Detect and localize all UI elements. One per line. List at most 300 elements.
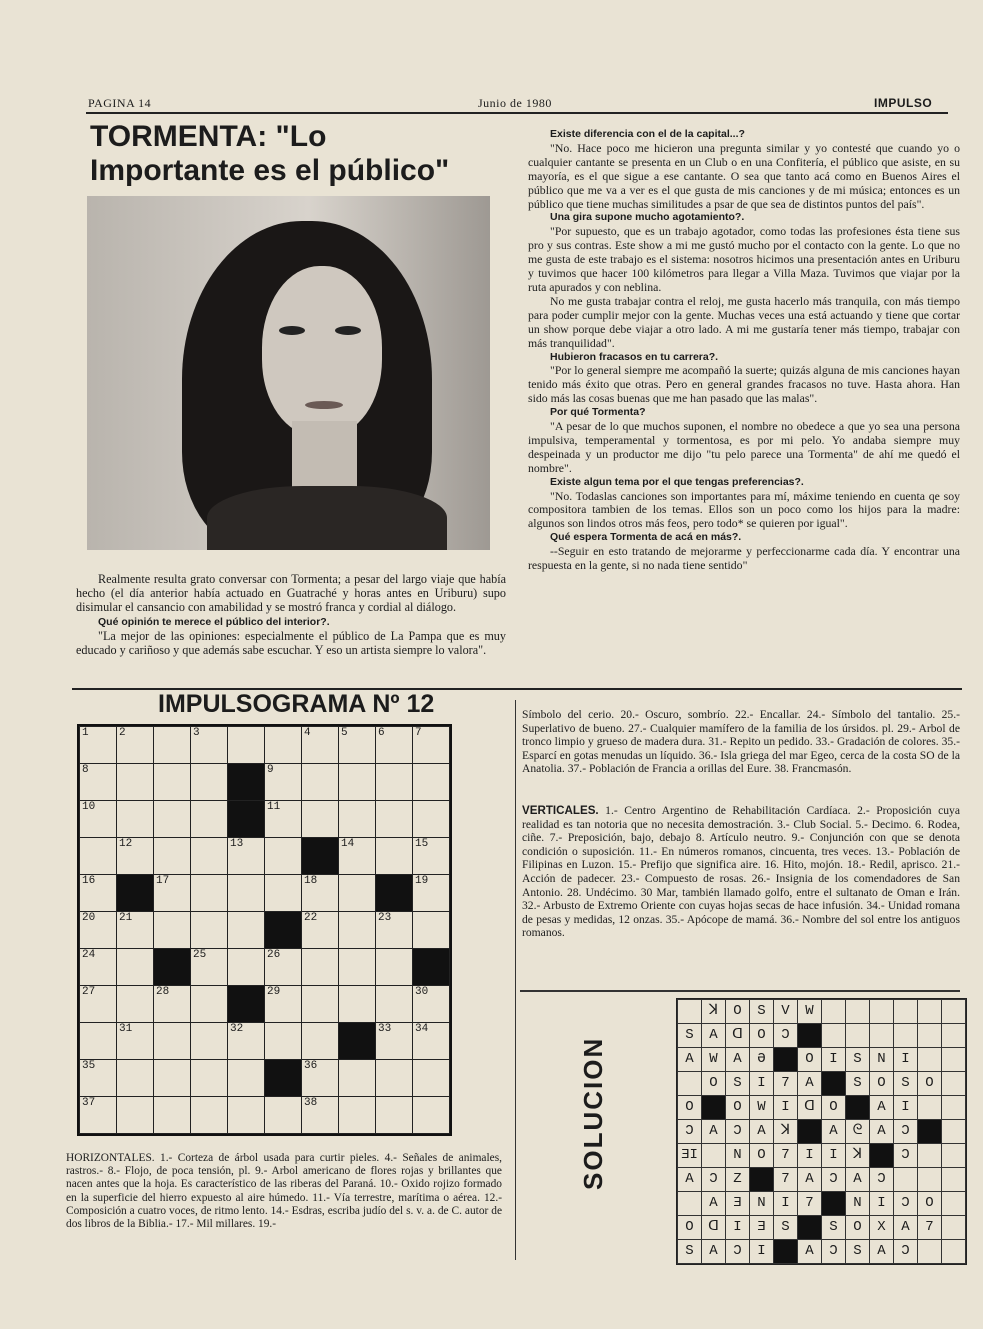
crossword-cell (80, 912, 117, 949)
answer-1: "La mejor de las opiniones: especialmente el público de La Pampa que es muy educado y cariñoso y que además sabe escuchar. Y eso un artista siempre lo valora". (76, 628, 506, 657)
crossword-cell (228, 912, 265, 949)
solution-cell (918, 1096, 942, 1120)
crossword-cell-number: 6 (378, 727, 385, 739)
solution-cell: ꓘ (702, 1000, 726, 1024)
crossword-cell (376, 727, 413, 764)
crossword-black-cell (339, 1023, 376, 1060)
crossword-row (80, 912, 450, 949)
question-2: Existe diferencia con el de la capital...? (550, 128, 745, 140)
solution-cell (942, 1216, 966, 1240)
crossword-cell (80, 838, 117, 875)
crossword-cell-number: 10 (82, 801, 96, 813)
solution-cell: I (822, 1048, 846, 1072)
solution-cell: N (870, 1048, 894, 1072)
solution-cell (870, 1000, 894, 1024)
clues-horizontales: HORIZONTALES. 1.- Corteza de árbol usada para curtir pieles. 4.- Señales de animales, rastros.- 8.- Flojo, de poca tensión, pl. 9.- Arbol americano de flores rojas y brillantes que nacen antes que la hoja. Es característico de las riberas del Paraná. 10.- Oxido rojizo formado en la superficie del hierro expuesto al aire húmedo. 11.- Vía terrestre, marítima o aérea. 12.- Composición a cuatro voces, de ritmo lento. 14.- Esdras, escriba judío del s. v. a. de C. autor de dos libros de la Biblia.- 17.- Mil millares. 19.- (66, 1152, 502, 1231)
solution-black-cell (702, 1096, 726, 1120)
crossword-black-cell (228, 986, 265, 1023)
crossword-cell-number: 13 (230, 838, 244, 850)
crossword-cell (302, 1023, 339, 1060)
solution-cell (918, 1168, 942, 1192)
article-left-column (76, 572, 506, 657)
answer-6: "No. Todaslas canciones son importantes para mí, máxime teniendo en cuenta qe soy compositora tambien de los temas. Ellos son un poco como los hijos para la madre: algunos son lindos otros más feos, pero todo* se quieren por igual". (528, 488, 960, 531)
crossword-cell (376, 1060, 413, 1097)
solution-cell: 7 (774, 1168, 798, 1192)
solution-black-cell (870, 1144, 894, 1168)
solution-cell: O (678, 1216, 702, 1240)
crossword-cell (265, 875, 302, 912)
crossword-cell-number: 24 (82, 949, 96, 961)
crossword-cell-number: 36 (304, 1060, 318, 1072)
column-divider (515, 700, 516, 1260)
solution-cell: N (726, 1144, 750, 1168)
crossword-cell (117, 1023, 154, 1060)
crossword-cell-number: 37 (82, 1097, 96, 1109)
crossword-cell (154, 1060, 191, 1097)
crossword-cell (80, 727, 117, 764)
crossword-cell-number: 8 (82, 764, 89, 776)
solution-cell: Ә (750, 1048, 774, 1072)
crossword-cell (413, 1023, 450, 1060)
solution-cell (942, 1000, 966, 1024)
crossword-cell (154, 838, 191, 875)
solution-cell (822, 1024, 846, 1048)
crossword-cell (191, 1060, 228, 1097)
clues-right-column (522, 708, 960, 940)
solution-cell: ƎI (678, 1144, 702, 1168)
crossword-cell-number: 11 (267, 801, 281, 813)
article-title (90, 120, 520, 188)
crossword-cell (376, 838, 413, 875)
solution-cell (870, 1024, 894, 1048)
crossword-cell (154, 1097, 191, 1134)
solution-black-cell (822, 1192, 846, 1216)
solution-cell: N (750, 1192, 774, 1216)
crossword-cell (302, 912, 339, 949)
crossword-cell-number: 27 (82, 986, 96, 998)
clues-horizontales-tail: Símbolo del cerio. 20.- Oscuro, sombrío. 22.- Encallar. 24.- Símbolo del tantalio. 25.- Superlativo de bueno. 27.- Cualquier mamífero de la familia de los úrsidos. pl. 29.- Arbol de tronco limpio y grueso de madera dura. 31.- Repito un pedido. 33.- Gradación de colores. 35.- Esparcí en gotas menudas un líquido. 36.- Isla griega del mar Egeo, cerca de la costa SO de la Anatolia. 37.- Población de Francia a orillas del Eure. 38. Francmasón. (522, 708, 960, 776)
solution-cell: W (750, 1096, 774, 1120)
crossword-cell-number: 31 (119, 1023, 133, 1035)
answer-7: --Seguir en esto tratando de mejorarme y perfeccionarme cada día. Y encontrar una respuesta en la gente, si no nada tiene sentido" (528, 544, 960, 573)
solution-cell: Ɔ (870, 1168, 894, 1192)
solution-cell: O (750, 1144, 774, 1168)
crossword-black-cell (265, 912, 302, 949)
solution-cell (846, 1024, 870, 1048)
solution-cell (894, 1000, 918, 1024)
solution-row (678, 1120, 966, 1144)
crossword-cell (376, 764, 413, 801)
solution-cell: A (702, 1024, 726, 1048)
page-number: PAGINA 14 (88, 96, 152, 110)
crossword-cell (228, 949, 265, 986)
solution-cell: 7 (918, 1216, 942, 1240)
solution-cell: I (774, 1192, 798, 1216)
solution-cell: Ǝ (750, 1216, 774, 1240)
answer-5: "A pesar de lo que muchos suponen, el nombre no obedece a que yo sea una persona impulsiva, temperamental y tormentosa, es por mi pelo. Yo andaba siempre muy despeinada y un productor me dijo "tu pelo parece una Tormenta" de ahí me quedó el nombre". (528, 419, 960, 475)
solution-cell: O (726, 1000, 750, 1024)
crossword-row (80, 838, 450, 875)
solution-black-cell (798, 1024, 822, 1048)
solution-cell (918, 1240, 942, 1264)
crossword-cell (80, 1023, 117, 1060)
question-5: Por qué Tormenta? (550, 406, 646, 419)
solution-cell: I (894, 1048, 918, 1072)
verticales-text: 1.- Centro Argentino de Rehabilitación Cardíaca. 2.- Proposición cuya realidad es tan notoria que no necesita demostración. 3.- Club Social. 5.- Decimo. 6. Rodea, ciñe. 7.- Preposición, bajo, debajo 8. Artículo neutro. 9.- Conjunción con que se denota condición o suposición. 11.- En números romanos, cincuenta, tres veces. 13.- Población de Filipinas en Luzon. 15.- Prefijo que significa aire. 16. Hito, mojón. 18.- Redil, aprisco. 21.- Acción de padecer. 23.- Compuesto de rosas. 26.- Insignia de los comendadores de San Antonio. 28. Undécimo. 30 Mar, también llamado golfo, entre el sultanato de Oman e Irán. 32.- Arbusto de Extremo Oriente con cuyas hojas secas de hace infusión. 34.- Unidad romana de pesas y medidas, 12 onzas. 35.- Apócope de mamá. 36.- Nombre del sol entre los antiguos romanos. (522, 804, 960, 940)
crossword-cell (413, 986, 450, 1023)
crossword-cell (117, 727, 154, 764)
solution-cell: S (846, 1240, 870, 1264)
solution-cell: X (870, 1216, 894, 1240)
crossword-row (80, 949, 450, 986)
solution-cell: Ɔ (894, 1192, 918, 1216)
crossword-cell (80, 875, 117, 912)
solution-cell: Ɔ (822, 1168, 846, 1192)
solution-cell: Ɔ (702, 1168, 726, 1192)
crossword-cell (80, 949, 117, 986)
crossword-cell (265, 764, 302, 801)
crossword-cell-number: 34 (415, 1023, 429, 1035)
crossword-cell-number: 21 (119, 912, 133, 924)
crossword-cell-number: 7 (415, 727, 422, 739)
solution-cell (846, 1000, 870, 1024)
crossword-cell (117, 1097, 154, 1134)
crossword-cell (302, 764, 339, 801)
issue-date: Junio de 1980 (478, 96, 552, 110)
solution-cell: I (750, 1240, 774, 1264)
solution-cell: S (846, 1048, 870, 1072)
crossword-cell (339, 764, 376, 801)
crossword-cell-number: 19 (415, 875, 429, 887)
crossword-row (80, 1060, 450, 1097)
solution-rule (520, 990, 960, 992)
solution-cell: A (870, 1096, 894, 1120)
solution-row (678, 1144, 966, 1168)
solution-cell (678, 1192, 702, 1216)
portrait-photo (87, 196, 490, 550)
crossword-cell-number: 29 (267, 986, 281, 998)
solution-row (678, 1072, 966, 1096)
crossword-row (80, 986, 450, 1023)
crossword-cell (339, 1097, 376, 1134)
solution-cell (942, 1120, 966, 1144)
crossword-cell (191, 875, 228, 912)
solution-cell: A (846, 1168, 870, 1192)
crossword-cell (154, 727, 191, 764)
crossword-cell (413, 801, 450, 838)
solution-grid (676, 998, 967, 1265)
solution-cell (894, 1024, 918, 1048)
crossword-cell (191, 1023, 228, 1060)
crossword-row (80, 801, 450, 838)
solution-cell (942, 1048, 966, 1072)
solution-row (678, 1240, 966, 1264)
solution-cell: Ɔ (822, 1240, 846, 1264)
solution-cell: ᘓ (846, 1120, 870, 1144)
crossword-cell (228, 875, 265, 912)
solution-cell: S (750, 1000, 774, 1024)
question-6: Existe algun tema por el que tengas preferencias?. (550, 475, 804, 488)
crossword-cell-number: 32 (230, 1023, 244, 1035)
crossword-cell (154, 875, 191, 912)
solution-row (678, 1024, 966, 1048)
crossword-cell (154, 1023, 191, 1060)
crossword-cell (191, 764, 228, 801)
crossword-cell (265, 986, 302, 1023)
crossword-cell (154, 801, 191, 838)
solution-cell: Ɔ (726, 1240, 750, 1264)
solution-cell: N (846, 1192, 870, 1216)
publication-name: IMPULSO (874, 96, 933, 110)
solution-cell: O (822, 1096, 846, 1120)
solution-cell: A (822, 1120, 846, 1144)
article-title-line2: Importante es el público" (90, 154, 450, 187)
solution-row (678, 1096, 966, 1120)
solution-cell: 7 (774, 1144, 798, 1168)
solution-cell: I (726, 1216, 750, 1240)
crossword-cell (117, 986, 154, 1023)
crossword-row (80, 764, 450, 801)
solution-cell: I (798, 1144, 822, 1168)
crossword-cell (191, 1097, 228, 1134)
crossword-cell (339, 801, 376, 838)
crossword-cell-number: 1 (82, 727, 89, 739)
crossword-cell-number: 25 (193, 949, 207, 961)
crossword-grid (77, 724, 452, 1136)
solution-cell: Ɔ (894, 1240, 918, 1264)
solution-cell: O (726, 1096, 750, 1120)
crossword-cell (117, 801, 154, 838)
crossword-cell (265, 949, 302, 986)
solution-cell (942, 1024, 966, 1048)
article-intro: Realmente resulta grato conversar con Tormenta; a pesar del largo viaje que había hecho (el día anterior había actuado en Guatraché y horas antes en Uriburu) supo disimular el cansancio con amabilidad y se mostró franca y cordial al diálogo. (76, 572, 506, 615)
solution-cell (918, 1000, 942, 1024)
solution-cell: S (678, 1240, 702, 1264)
question-7: Qué espera Tormenta de acá en más?. (550, 531, 742, 544)
solution-cell: Ɔ (894, 1144, 918, 1168)
solution-cell: A (750, 1120, 774, 1144)
puzzle-title: IMPULSOGRAMA Nº 12 (158, 690, 435, 718)
solution-black-cell (774, 1048, 798, 1072)
crossword-cell-number: 20 (82, 912, 96, 924)
crossword-cell (265, 838, 302, 875)
crossword-cell-number: 2 (119, 727, 126, 739)
crossword-cell (376, 949, 413, 986)
crossword-cell (228, 1023, 265, 1060)
solution-black-cell (918, 1120, 942, 1144)
solution-cell: Z (726, 1168, 750, 1192)
crossword-cell-number: 38 (304, 1097, 318, 1109)
crossword-cell-number: 17 (156, 875, 170, 887)
crossword-cell-number: 3 (193, 727, 200, 739)
crossword-cell (413, 875, 450, 912)
crossword-black-cell (265, 1060, 302, 1097)
crossword-black-cell (376, 875, 413, 912)
crossword-cell (376, 912, 413, 949)
crossword-cell (80, 801, 117, 838)
crossword-cell (376, 801, 413, 838)
solution-cell: S (846, 1072, 870, 1096)
article-right-column (528, 128, 960, 573)
solution-cell: A (798, 1240, 822, 1264)
solution-cell: O (678, 1096, 702, 1120)
solution-row (678, 1168, 966, 1192)
solution-cell (942, 1096, 966, 1120)
solution-black-cell (798, 1120, 822, 1144)
solution-cell: Ɔ (678, 1120, 702, 1144)
crossword-cell (339, 875, 376, 912)
crossword-cell (339, 949, 376, 986)
solution-cell (942, 1240, 966, 1264)
answer-4: "Por lo general siempre me acompañó la suerte; quizás alguna de mis canciones hayan tenido más éxito que otras. Pero en general grandes fracasos no tuve. Hasta ahora. Han sido más las cosas buenas que me han pasado que las malas". (528, 363, 960, 406)
solution-cell: O (798, 1048, 822, 1072)
solution-cell: O (846, 1216, 870, 1240)
clues-horizontales-cont (522, 708, 960, 804)
crossword-black-cell (154, 949, 191, 986)
solution-black-cell (774, 1240, 798, 1264)
crossword-row (80, 727, 450, 764)
question-3: Una gira supone mucho agotamiento?. (550, 211, 745, 224)
solution-cell: I (894, 1096, 918, 1120)
solution-black-cell (798, 1216, 822, 1240)
crossword-cell-number: 14 (341, 838, 355, 850)
solution-cell: Ɔ (774, 1024, 798, 1048)
solution-cell: 7 (774, 1072, 798, 1096)
solution-cell (942, 1144, 966, 1168)
solution-cell: I (870, 1192, 894, 1216)
crossword-cell (265, 801, 302, 838)
solution-label: SOLUCION (578, 1036, 608, 1190)
solution-cell: A (702, 1120, 726, 1144)
solution-cell: I (774, 1096, 798, 1120)
crossword-cell (154, 912, 191, 949)
crossword-cell-number: 15 (415, 838, 429, 850)
solution-cell (942, 1168, 966, 1192)
crossword-cell (117, 764, 154, 801)
crossword-cell (413, 1060, 450, 1097)
solution-cell (942, 1192, 966, 1216)
solution-cell: A (702, 1240, 726, 1264)
crossword-cell (339, 986, 376, 1023)
crossword-cell (191, 986, 228, 1023)
crossword-cell (302, 949, 339, 986)
crossword-cell-number: 26 (267, 949, 281, 961)
solution-black-cell (846, 1096, 870, 1120)
crossword-cell (80, 1060, 117, 1097)
solution-cell: ᗡ (726, 1024, 750, 1048)
crossword-cell (339, 912, 376, 949)
crossword-cell (154, 764, 191, 801)
solution-cell: ꓷ (798, 1096, 822, 1120)
solution-cell: ꓘ (846, 1144, 870, 1168)
solution-cell: ᗡ (702, 1216, 726, 1240)
question-1: Qué opinión te merece el público del interior?. (98, 615, 330, 628)
crossword-cell (302, 1060, 339, 1097)
solution-cell: Ǝ (726, 1192, 750, 1216)
crossword-cell (80, 986, 117, 1023)
crossword-cell-number: 16 (82, 875, 96, 887)
crossword-black-cell (117, 875, 154, 912)
crossword-cell (154, 986, 191, 1023)
crossword-black-cell (228, 801, 265, 838)
crossword-cell (376, 986, 413, 1023)
crossword-cell (302, 875, 339, 912)
crossword-cell (117, 949, 154, 986)
solution-cell (894, 1168, 918, 1192)
crossword-cell (339, 838, 376, 875)
crossword-cell (117, 912, 154, 949)
solution-cell: A (870, 1240, 894, 1264)
solution-cell (918, 1024, 942, 1048)
solution-cell: A (870, 1120, 894, 1144)
crossword-cell (413, 764, 450, 801)
solution-row (678, 1048, 966, 1072)
crossword-cell (376, 1023, 413, 1060)
crossword-cell (413, 912, 450, 949)
crossword-cell (339, 1060, 376, 1097)
solution-cell: A (678, 1168, 702, 1192)
crossword-cell-number: 23 (378, 912, 392, 924)
crossword-cell (339, 727, 376, 764)
crossword-cell (265, 1097, 302, 1134)
crossword-cell-number: 9 (267, 764, 274, 776)
crossword-cell-number: 28 (156, 986, 170, 998)
answer-2: "No. Hace poco me hicieron una pregunta similar y yo contesté que cuando yo o cualquier cantante se presenta en un Club o en una Confitería, el público que asiste, en su mayoría, es el que sigue a ese cantante. O sea que tanto acá como en Buenos Aires el público que me va a ver es el que gusta de mis canciones y de mi música; entonces es un público que tiene muchas similitudes a psar de que sea de distintos puntos del país". (528, 140, 960, 211)
crossword-cell (302, 1097, 339, 1134)
crossword-cell (413, 1097, 450, 1134)
solution-cell: S (894, 1072, 918, 1096)
crossword-cell (191, 801, 228, 838)
solution-row (678, 1192, 966, 1216)
crossword-black-cell (413, 949, 450, 986)
crossword-cell (228, 1060, 265, 1097)
answer-3: "Por supuesto, que es un trabajo agotador, como todas las profesiones ésta tiene sus pro y sus contras. Este show a mi me gustó mucho por el contacto con la gente. Lo que no me gusta de este trabajo es el sistema: nosotros hicimos una presentación antes en Uriburu y tuvimos que hacer 100 kilómetros para llegar a Villa Maza. Tuvimos que viajar por la ruta apurados y con neblina. (528, 224, 960, 294)
crossword-cell (228, 727, 265, 764)
crossword-cell (302, 801, 339, 838)
crossword-cell (191, 838, 228, 875)
crossword-cell-number: 12 (119, 838, 133, 850)
crossword-cell (265, 727, 302, 764)
crossword-row (80, 1023, 450, 1060)
solution-black-cell (822, 1072, 846, 1096)
article-title-line1: TORMENTA: "Lo (90, 120, 327, 153)
crossword-cell-number: 4 (304, 727, 311, 739)
crossword-black-cell (228, 764, 265, 801)
solution-cell: O (918, 1072, 942, 1096)
crossword-cell (80, 764, 117, 801)
solution-cell (918, 1048, 942, 1072)
solution-cell: A (678, 1048, 702, 1072)
crossword-cell (302, 986, 339, 1023)
crossword-cell (191, 912, 228, 949)
solution-cell: ꓘ (774, 1120, 798, 1144)
solution-cell: O (870, 1072, 894, 1096)
question-4: Hubieron fracasos en tu carrera?. (550, 350, 719, 363)
solution-row (678, 1216, 966, 1240)
solution-cell (678, 1000, 702, 1024)
solution-cell: S (678, 1024, 702, 1048)
crossword-cell-number: 33 (378, 1023, 392, 1035)
solution-row (678, 1000, 966, 1024)
crossword-cell-number: 5 (341, 727, 348, 739)
solution-cell: A (894, 1216, 918, 1240)
clues-verticales (522, 804, 960, 940)
solution-cell: W (702, 1048, 726, 1072)
crossword-cell (117, 1060, 154, 1097)
clues-horizontales-start (66, 1152, 502, 1256)
solution-cell (942, 1072, 966, 1096)
solution-cell: 7 (798, 1192, 822, 1216)
